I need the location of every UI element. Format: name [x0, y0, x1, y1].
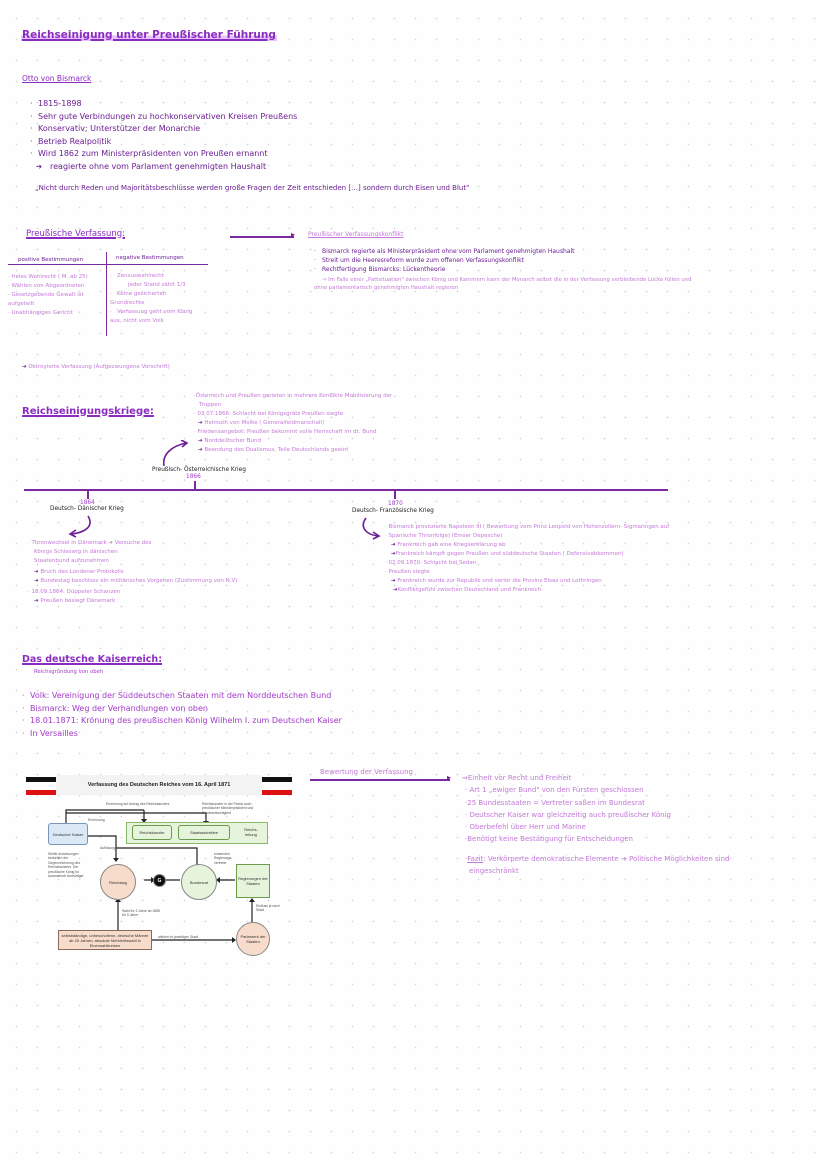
fazit: ·Fazit: Verkörperte demokratische Elemente ➔ Politische Möglichkeiten sind — [465, 854, 730, 863]
kaiserreich-list — [22, 690, 342, 740]
list-item: · Deutscher Kaiser war gleichzeitig auch preußischer König — [465, 810, 671, 819]
double-arrow-icon: ⇒ — [322, 277, 329, 283]
list-item: ⇒Einheit vor Recht und Freiheit — [462, 774, 572, 782]
list-item: · Thronwechsel in Dänemark ➔ Versuche des — [28, 540, 152, 546]
list-item: · 02.09.1870: Schlacht bei Sedan — [385, 560, 477, 566]
box-staatssekretaere: Staatssekretäre — [178, 825, 230, 840]
list-item: Königs Schleswig in dänischen — [34, 549, 118, 555]
box-waehler: selbstständige, unbescholtene, deutsche Männer ab 25 Jahren; absolute Mehrheitswahl in Einerwahlkreisen — [58, 930, 152, 950]
list-item: · Unabhängiges Gericht — [8, 310, 73, 316]
arrow-line — [230, 236, 294, 238]
list-item: · Sehr gute Verbindungen zu hochkonservativen Kreisen Preußens — [30, 111, 297, 124]
arrow-right-icon: ➔ — [22, 364, 27, 370]
circle-reichstag: Reichstag — [100, 864, 136, 900]
bewertung-heading: Bewertung der Verfassung — [320, 768, 413, 776]
positive-header: positive Bestimmungen — [18, 257, 84, 263]
positive-list — [8, 273, 98, 318]
daenemark-label: Deutsch- Dänischer Krieg — [50, 506, 124, 512]
label-aufloesung: Auflösung — [100, 846, 116, 850]
frankreich-year: 1870 — [388, 501, 403, 507]
list-item: · Oberbefehl über Herr und Marine — [465, 823, 586, 832]
verfassung-heading: Preußische Verfassung: — [26, 229, 126, 239]
list-item: · 03.07.1866: Schlacht bei Königsgrätz Preußen siegte — [194, 411, 344, 417]
kaiserreich-heading: Das deutsche Kaiserreich: — [22, 654, 162, 665]
frankreich-list — [385, 523, 785, 595]
list-item: · Zensuswahlrecht — [110, 273, 164, 279]
label-kaiser-note: Stellte Anweisungen bedurften der Gegenzeichnung des Reichskanzlers. Der preußische König ist automatisch Amtsträger — [48, 852, 84, 879]
list-item: · Keine gesicherten Grundrechte — [110, 291, 167, 306]
timeline — [24, 489, 668, 491]
konflikt-detail: ⇒ Im Falle einer „Pattsituation" zwischen König und Kammern kann der Monarch selbst die in der Verfassung verbleibende Lücke füllen und — [322, 277, 692, 283]
label-weisung: entsenden Regierungs-vertreter — [214, 852, 233, 865]
timeline-tick-1864 — [87, 490, 89, 499]
verfassung-diagram — [26, 772, 292, 960]
list-item: · Spanische Thronfolge) (Emser Depesche) — [385, 533, 503, 539]
box-regierungen: Regierungen der Staaten — [236, 864, 270, 898]
diagram-title: Verfassung des Deutschen Reiches vom 16. April 1871 — [56, 775, 262, 795]
konflikt-detail-2: ohne parlamentarisch genehmigten Haushalt regieren — [314, 285, 459, 291]
list-item: · Wird 1862 zum Ministerpräsidenten von Preußen ernannt — [30, 148, 297, 161]
list-item: Staatenbund aufzunehmen — [34, 558, 109, 564]
list-item: ➔ Helmuth von Molke ( Generalfeldmarschall) — [198, 420, 325, 426]
list-item: · Wählen von Abgeordneten — [8, 283, 85, 289]
circle-bundesrat: Bundesrat — [181, 864, 217, 900]
list-item: ➔ Beendung des Dualismus, Teile Deutschlands geeint — [198, 447, 349, 453]
circle-parlamente: Parlament der Staaten — [236, 922, 270, 956]
bismarck-heading: Otto von Bismarck — [22, 74, 92, 83]
negative-header: negative Bestimmungen — [116, 255, 184, 261]
list-item: · freies Wahlrecht ( M. ab 25) — [8, 274, 88, 280]
list-item: · Betrieb Realpolitik — [30, 136, 297, 149]
label-reichsleitung: Reichs-leitung — [244, 827, 258, 837]
kriege-heading: Reichseinigungskriege: — [22, 406, 154, 417]
bismarck-list — [30, 98, 297, 173]
fazit-continued: eingeschränkt — [469, 867, 519, 876]
konflikt-heading: Preußischer Verfassungskonflikt — [308, 231, 404, 238]
negative-list — [110, 272, 200, 326]
label-einfluss: Einfluss je nach Staat — [256, 904, 280, 913]
table-header-divider — [8, 264, 208, 265]
oesterreich-list — [194, 392, 464, 455]
list-item: · Bismarck: Weg der Verhandlungen von oben — [22, 703, 342, 716]
label-wahl: Wahl für 3 Jahre ab 1888 für 5 Jahre — [122, 909, 160, 918]
daenemark-year: 1864 — [80, 500, 95, 506]
list-item: · 1815-1898 — [30, 98, 297, 111]
list-item: · Bismarck regierte als Ministerpräsident ohne vom Parlament genehmigten Haushalt — [314, 247, 574, 256]
list-item: · Friedensangebot: Preußen bekommt volle Herrschaft im dt. Bund — [194, 429, 377, 435]
list-item: · Volk: Vereinigung der Süddeutschen Staaten mit dem Norddeutschen Bund — [22, 690, 342, 703]
box-kaiser: Deutscher Kaiser — [48, 823, 88, 845]
daenemark-list — [28, 539, 328, 606]
list-item: · Gesetzgebende Gewalt ist aufgeteilt — [8, 292, 84, 307]
list-item: · In Versailles — [22, 728, 342, 741]
label-ernennung-antrag: Ernennung auf Antrag des Reichskanzlers — [106, 802, 170, 806]
arrow-head-icon: ▸ — [447, 773, 452, 782]
list-item: ➔Konfliktgefühl zwischen Deutschland und Frankreich — [393, 587, 542, 593]
verfassung-conclusion: ➔ Oktroyierte Verfassung (Aufgezwungene Vorschrift) — [22, 364, 170, 370]
oesterreich-label: Preußisch- Österreichische Krieg — [152, 467, 246, 473]
list-item: · 18.01.1871: Krönung des preußischen König Wilhelm I. zum Deutschen Kaiser — [22, 715, 342, 728]
konflikt-list — [314, 247, 574, 275]
curved-arrow-icon — [358, 516, 384, 540]
curved-arrow-icon — [66, 514, 96, 538]
circle-gesetz: G — [153, 874, 166, 887]
list-item: ·Benötigt keine Bestätigung für Entscheidungen — [465, 835, 633, 844]
list-item: ➔ Bruch des Londoner Protokolls — [34, 569, 124, 575]
list-item: · Preußen siegte — [385, 569, 430, 575]
label-ernennung: Ernennung — [88, 818, 105, 822]
list-item: ➔ Bundestag beschloss ein militärisches Vorgehen (Zustimmung von N.V) — [34, 578, 238, 584]
timeline-tick-1866 — [194, 481, 196, 490]
list-item: · Art 1 „ewiger Bund" von den Fürsten geschlossen — [465, 786, 644, 795]
label-waehlen: wählen im jeweiligen Staat — [158, 935, 198, 939]
list-item: ➔Frankreich kämpft gegen Preußen und süddeutsche Staaten ( Defensivabkommen) — [391, 551, 624, 557]
list-item: ·Österreich und Preußen gerieten in mehrere Konflikte Mobilisierung der — [194, 393, 393, 399]
list-item-arrow: ➔ reagierte ohne vom Parlament genehmigten Haushalt — [36, 161, 297, 174]
frankreich-label: Deutsch- Französische Krieg — [352, 508, 434, 514]
list-item: · Bismarck provozierte Napoleon III ( Bewerbung vom Prinz Leopold von Hohenzollern- Sigmaringen auf — [385, 524, 670, 530]
table-column-divider — [106, 252, 107, 336]
list-item: · Rechtfertigung Bismarcks: Lückentheorie — [314, 265, 574, 274]
bewertung-list — [462, 772, 729, 877]
list-item: ·25 Bundesstaaten = Vertreter saßen im Bundesrat — [465, 798, 645, 807]
list-item: · Verfassung geht vom König aus, nicht vom Volk — [110, 309, 193, 324]
list-item: · Streit um die Heeresreform wurde zum offenen Verfassungskonflikt — [314, 256, 574, 265]
page-title: Reichseinigung unter Preußischer Führung — [22, 29, 276, 41]
box-reichskanzler: Reichskanzler — [132, 825, 172, 840]
bismarck-quote: „Nicht durch Reden und Majoritätsbeschlüsse werden große Fragen der Zeit entschieden […] sondern durch Eisen und Blut" — [35, 184, 470, 192]
arrow-line — [310, 779, 450, 781]
list-item: jeder Stand zählt 1/3 — [128, 282, 186, 288]
label-rk-note: Reichskanzler in der Praxis auch preußischer Ministerpräsident und Bundesratsmitglied — [202, 802, 254, 815]
kaiserreich-subheading: Reichsgründung von oben — [34, 669, 104, 675]
timeline-tick-1870 — [394, 490, 396, 499]
curved-arrow-icon — [160, 440, 190, 468]
list-item: ➔ Frankreich gab eine Kriegserklärung ab — [391, 542, 506, 548]
oesterreich-year: 1866 — [186, 474, 201, 480]
list-item: · 18.09.1864: Düppeler Schanzen — [28, 589, 121, 595]
list-item: ➔ Frankreich wurde zur Republik und verlor die Provinz Elsas und Lothringen — [391, 578, 602, 584]
arrow-head-icon: ▸ — [291, 230, 296, 239]
list-item: ➔ Norddeutscher Bund — [198, 438, 262, 444]
list-item: ➔ Preußen besiegt Dänemark — [34, 598, 116, 604]
list-item: Truppen — [199, 402, 222, 408]
list-item: · Konservativ; Unterstützer der Monarchie — [30, 123, 297, 136]
